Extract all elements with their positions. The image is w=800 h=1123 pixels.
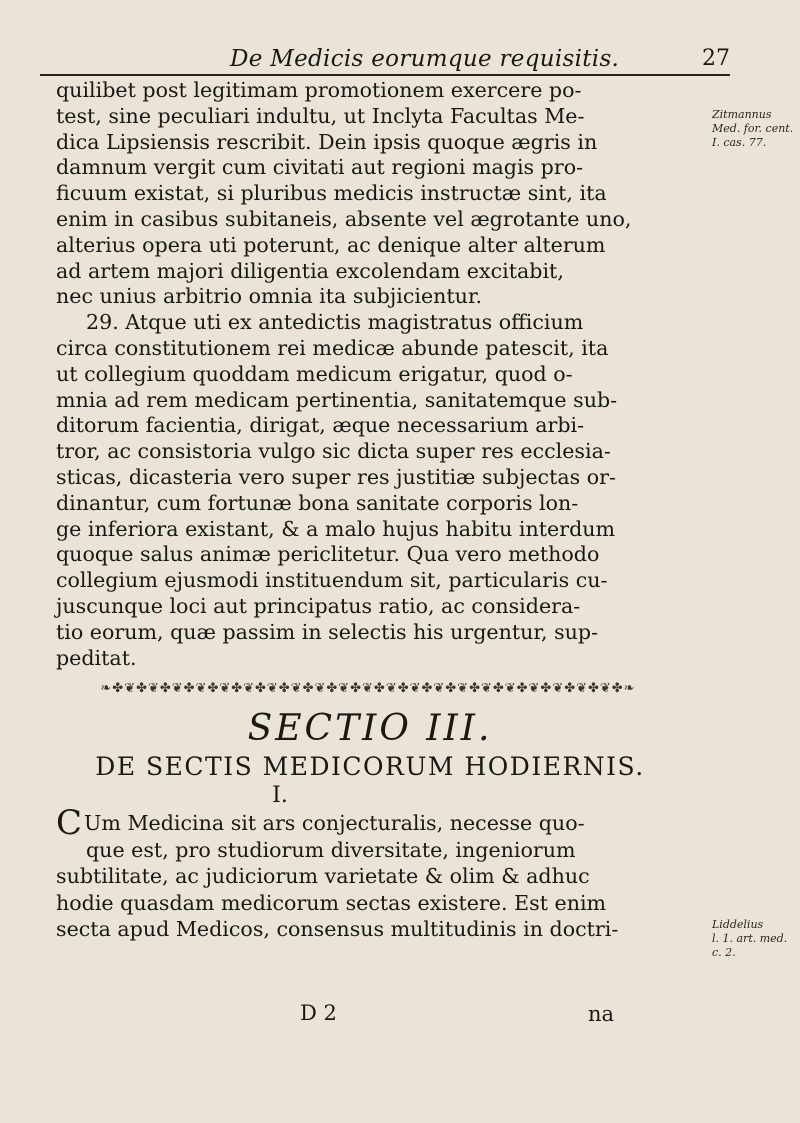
text-line: dinantur, cum fortunæ bona sanitate corporis lon- [56, 490, 579, 515]
signature-mark: D 2 [300, 1001, 337, 1025]
text-line: juscunque loci aut principatus ratio, ac considera- [56, 593, 581, 618]
text-line: enim in casibus subitaneis, absente vel ægrotante uno, [56, 206, 632, 231]
margin-note-liddelius [712, 918, 798, 960]
text-line: damnum vergit cum civitati aut regioni magis pro- [56, 155, 584, 180]
decorative-ornament-band: ❧✤❦✤❦✤❦✤❦✤❦✤❦✤❦✤❦✤❦✤❦✤❦✤❦✤❦✤❦✤❦✤❦✤❦✤❦✤❦✤❦✤❦✤❧ [100, 681, 636, 696]
text-line: mnia ad rem medicam pertinentia, sanitatemque sub- [56, 387, 618, 412]
section-subtitle: DE SECTIS MEDICORUM HODIERNIS. [95, 752, 645, 781]
text-line: peditat. [56, 645, 137, 670]
text-line: quoque salus animæ periclitetur. Qua vero methodo [56, 542, 600, 567]
section-title: SECTIO III. [247, 708, 493, 749]
margin-note-line: Liddelius [712, 918, 764, 931]
margin-note-line: Zitmannus [712, 108, 772, 121]
text-line: subtilitate, ac judiciorum varietate & olim & adhuc [56, 864, 590, 888]
page-header [40, 44, 730, 76]
text-line: ad artem majori diligentia excolendam excitabit, [56, 258, 564, 283]
margin-note-line: Med. for. cent. [712, 122, 794, 135]
text-line: collegium ejusmodi instituendum sit, particularis cu- [56, 568, 608, 593]
text-line: dica Lipsiensis rescribit. Dein ipsis quoque ægris in [56, 129, 598, 154]
text-line-content: Um Medicina sit ars conjecturalis, necesse quo- [84, 811, 585, 835]
drop-capital: C [56, 803, 83, 843]
text-line: test, sine peculiari indultu, ut Inclyta Facultas Me- [56, 103, 585, 128]
text-line: hodie quasdam medicorum sectas existere. Est enim [56, 890, 607, 915]
text-line: sticas, dicasteria vero super res justitiæ subjectas or- [56, 464, 616, 489]
text-line: alterius opera uti poterunt, ac denique alter alterum [56, 232, 606, 257]
section-text [56, 803, 706, 943]
text-line: secta apud Medicos, consensus multitudinis in doctri- [56, 917, 619, 941]
text-line: ge inferiora existant, & a malo hujus habitu interdum [56, 516, 616, 541]
margin-note-line: c. 2. [712, 946, 736, 959]
text-line: tio eorum, quæ passim in selectis his urgentur, sup- [56, 619, 599, 644]
main-text [56, 78, 706, 671]
margin-note-line: I. cas. 77. [712, 136, 767, 149]
text-line: ut collegium quoddam medicum erigatur, quod o- [56, 361, 573, 386]
text-line: nec unius arbitrio omnia ita subjicientur. [56, 284, 483, 309]
paragraph-number: I. [272, 783, 288, 808]
running-title: De Medicis eorumque requisitis. [230, 46, 620, 72]
margin-note-zitmannus [712, 108, 798, 150]
text-line: ditorum facientia, dirigat, æque necessarium arbi- [56, 413, 585, 438]
text-line: quilibet post legitimam promotionem exercere po- [56, 78, 582, 102]
text-line: circa constitutionem rei medicæ abunde patescit, ita [56, 335, 609, 360]
text-line: que est, pro studiorum diversitate, ingeniorum [86, 837, 576, 862]
text-line [56, 803, 706, 843]
catchword: na [588, 1002, 615, 1026]
page-number: 27 [702, 46, 730, 71]
text-line: 29. Atque uti ex antedictis magistratus officium [86, 310, 584, 335]
margin-note-line: l. 1. art. med. [712, 932, 788, 945]
text-line: tror, ac consistoria vulgo sic dicta super res ecclesia- [56, 439, 611, 464]
text-line: ficuum existat, si pluribus medicis instructæ sint, ita [56, 181, 607, 206]
